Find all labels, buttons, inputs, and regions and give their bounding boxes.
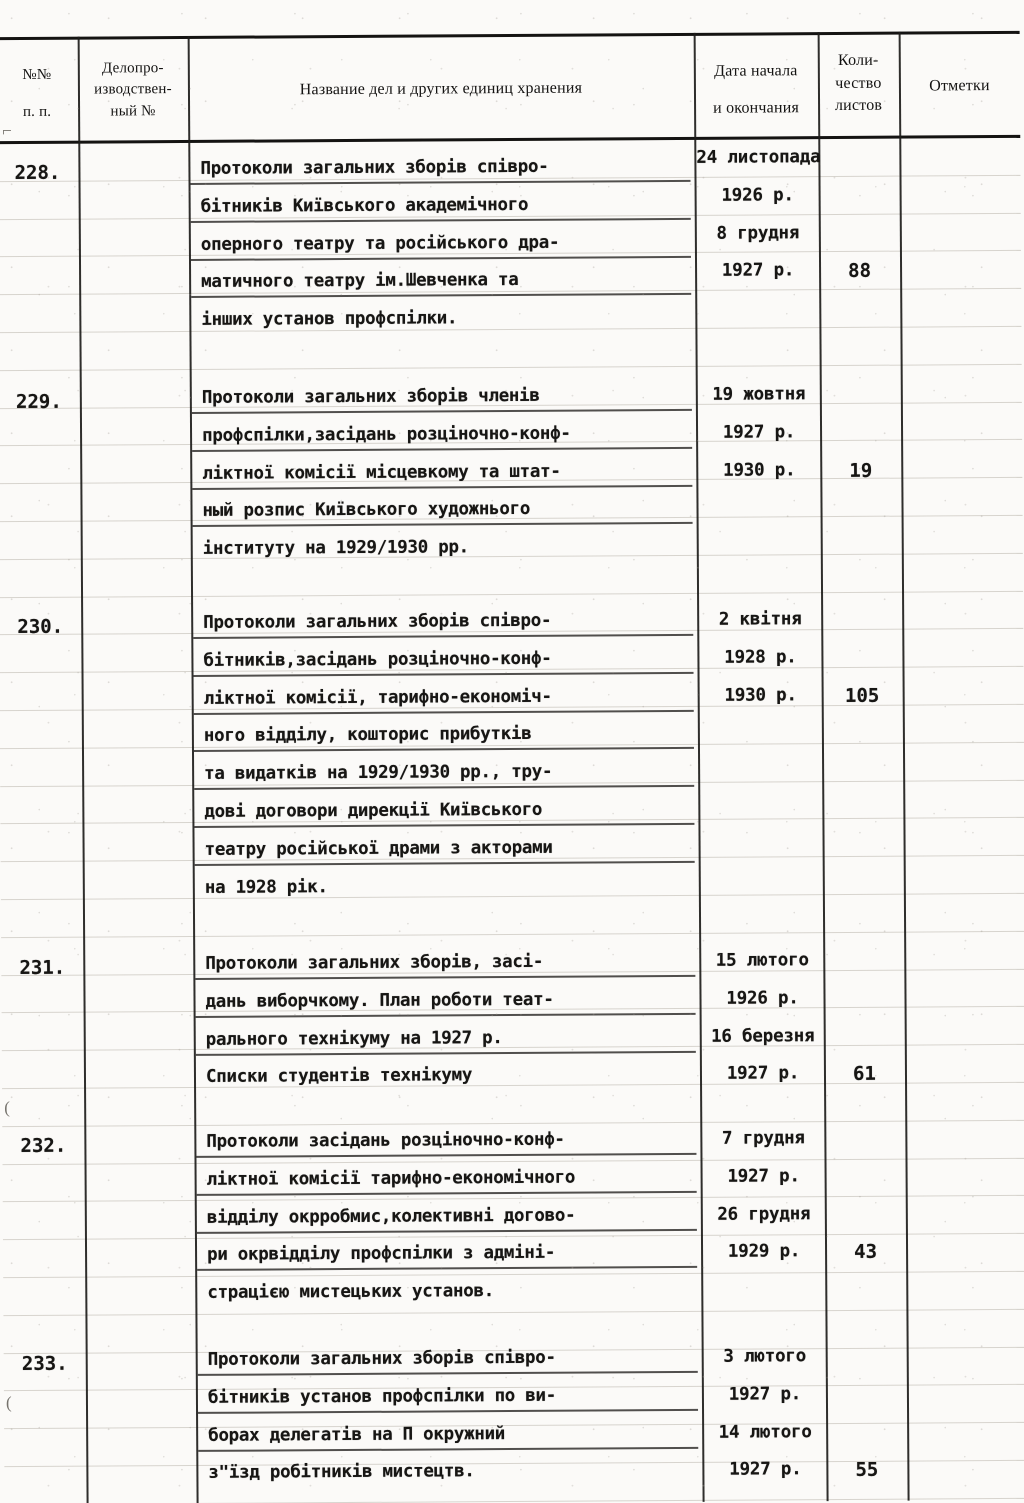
header-record-no — [78, 58, 188, 123]
typed-underline — [192, 447, 692, 452]
row-title-line: ліктної комісії, тарифно-економіч- — [203, 686, 552, 709]
ruled-line — [4, 1422, 1024, 1429]
header-sheets-line2: чество — [835, 74, 882, 92]
typed-underline — [197, 1191, 697, 1196]
typed-underline — [194, 709, 694, 714]
row-date-line: 24 листопада — [696, 147, 821, 168]
row-title-line: рального технікуму на 1927 р. — [205, 1027, 503, 1050]
typed-underline — [191, 255, 691, 260]
row-sheet-count: 55 — [855, 1459, 879, 1482]
header-sheets — [818, 50, 899, 119]
typed-underline — [194, 747, 694, 752]
row-sheet-count: 19 — [849, 459, 873, 482]
row-title-line: борах делегатів на П окружний — [208, 1423, 506, 1446]
row-date-line: 1930 р. — [723, 459, 796, 481]
row-title-line: Протоколи загальних зборів співро- — [203, 610, 552, 633]
row-title-line: бітників,засідань розціночно-конф- — [203, 648, 552, 671]
typed-underline — [192, 409, 692, 414]
typed-underline — [195, 861, 695, 866]
table-header-bottom-border — [0, 135, 1020, 144]
row-date-line: 19 жовтня — [712, 384, 806, 405]
ruled-line — [0, 553, 1023, 560]
col-divider-sheets — [899, 32, 910, 1501]
row-title-line: профспілки,засідань розціночно-конф- — [202, 423, 571, 446]
typed-underline — [194, 672, 694, 677]
typed-underline — [191, 293, 691, 298]
header-record-no-line1: Делопро- — [101, 60, 164, 77]
row-date-line: 1926 р. — [721, 185, 794, 206]
ruled-line — [5, 1498, 1024, 1503]
row-date-line: 1927 р. — [721, 260, 795, 282]
row-title-line: відділу окрробмис,колективні догово- — [206, 1205, 576, 1228]
row-title-line: інших установ профспілки. — [201, 308, 458, 331]
row-sequence-number: 231. — [19, 956, 66, 980]
row-title-line: Протоколи загальних зборів, засі- — [205, 951, 544, 974]
row-title-line: ри окрвідділу профспілки з адміні- — [207, 1243, 556, 1266]
ruled-line — [3, 1271, 1024, 1278]
ruled-line — [2, 1120, 1024, 1127]
header-dates — [694, 60, 818, 120]
typed-underline — [193, 522, 693, 527]
ruled-line — [0, 326, 1021, 333]
ruled-line — [0, 591, 1023, 598]
row-title-line: театру російської драми з акторами — [204, 837, 553, 860]
row-title-line: ліктної комісії місцевкому та штат- — [202, 461, 561, 484]
row-title-line: Протоколи загальних зборів співро- — [207, 1347, 556, 1370]
row-date-line: 7 грудня — [721, 1128, 805, 1149]
header-notes: Отметки — [929, 77, 990, 95]
row-title-line: з"їзд робітників мистецтв. — [208, 1461, 475, 1484]
typed-underline — [195, 975, 695, 980]
pen-mark-mid-left: ( — [4, 1098, 10, 1118]
row-date-line: 26 грудня — [717, 1203, 811, 1225]
row-sequence-number: 233. — [21, 1352, 68, 1376]
row-title-line: оперного театру та російського дра- — [200, 232, 560, 255]
ruled-line — [3, 1195, 1024, 1202]
row-date-line: 1929 р. — [727, 1241, 801, 1263]
typed-underline — [193, 634, 693, 639]
row-sequence-number: 229. — [15, 390, 62, 414]
table-top-border — [0, 31, 1020, 40]
header-seq-no-line2: п. п. — [22, 104, 52, 121]
row-date-line: 2 квітня — [718, 609, 802, 630]
row-date-line: 14 лютого — [718, 1421, 812, 1443]
typed-underline — [198, 1371, 698, 1376]
row-title-line: страцією мистецьких установ. — [207, 1281, 494, 1304]
header-record-no-line3: ный № — [110, 102, 156, 120]
row-date-line: 15 лютого — [715, 950, 809, 971]
header-dates-line2: и окончания — [713, 98, 800, 117]
typed-underline — [196, 1153, 696, 1158]
row-date-line: 3 лютого — [723, 1346, 807, 1367]
typed-underline — [196, 1050, 696, 1055]
row-date-line: 1928 р. — [724, 647, 797, 668]
row-sheet-count: 61 — [852, 1063, 876, 1086]
header-sheets-line3: листов — [834, 97, 883, 115]
ruled-line — [3, 1158, 1024, 1165]
pen-mark-top-left: ⌐ — [2, 121, 12, 141]
row-date-line: 1926 р. — [726, 988, 799, 1009]
row-title-line: ліктної комісії тарифно-економічного — [206, 1167, 576, 1190]
row-title-line: ного відділу, кошторис прибутків — [203, 724, 532, 747]
row-title-line: бітників Київського академічного — [200, 194, 529, 217]
row-date-line: 1927 р. — [726, 1063, 800, 1085]
typed-underline — [194, 785, 694, 790]
pen-mark-bottom-left: ( — [5, 1393, 12, 1413]
row-sequence-number: 232. — [20, 1134, 67, 1158]
row-date-line: 1927 р. — [729, 1459, 802, 1481]
row-title-line: інституту на 1929/1930 рр. — [202, 537, 469, 560]
row-sheet-count: 105 — [844, 684, 880, 707]
row-title-line: матичного театру ім.Шевченка та — [201, 270, 519, 293]
header-seq-no — [0, 65, 78, 124]
row-title-line: Протоколи загальних зборів членів — [201, 385, 540, 408]
row-title-line: ный розпис Київського художнього — [202, 499, 531, 522]
header-seq-no-line1: №№ — [22, 66, 52, 83]
ruled-lines-layer — [0, 0, 1019, 3]
row-date-line: 1927 р. — [728, 1384, 802, 1405]
header-record-no-line2: изводствен- — [94, 81, 172, 98]
row-title-line: та видатків на 1929/1930 рр., тру- — [204, 761, 553, 785]
row-date-line: 16 березня — [710, 1025, 815, 1047]
typed-underline — [191, 180, 691, 185]
ruled-line — [1, 931, 1024, 938]
row-title-line: дань виборчкому. План роботи теат- — [205, 989, 554, 1012]
row-date-line: 1930 р. — [724, 684, 797, 706]
typed-underline — [197, 1266, 697, 1271]
row-sheet-count: 88 — [848, 260, 872, 283]
typed-underline — [196, 1013, 696, 1018]
ruled-line — [2, 1044, 1024, 1051]
header-dates-line1: Дата начала — [714, 62, 798, 80]
header-sheets-line1: Коли- — [837, 51, 879, 69]
typed-underline — [197, 1228, 697, 1233]
col-divider-record-no — [188, 36, 199, 1503]
typed-underline — [198, 1446, 698, 1451]
row-sheet-count: 43 — [854, 1241, 878, 1264]
ruled-line — [1, 893, 1024, 900]
row-sequence-number: 230. — [17, 615, 64, 639]
col-divider-title — [694, 33, 705, 1502]
row-date-line: 8 грудня — [716, 222, 800, 244]
row-title-line: бітників установ профспілки по ви- — [207, 1385, 557, 1408]
typed-underline — [194, 823, 694, 828]
row-title-line: Протоколи засідань розціночно-конф- — [206, 1129, 565, 1152]
row-title-line: Списки студентів технікуму — [205, 1065, 473, 1088]
row-title-line: на 1928 рік. — [204, 876, 328, 898]
ruled-line — [3, 1233, 1024, 1240]
col-divider-dates — [818, 32, 829, 1501]
ruled-line — [3, 1309, 1024, 1316]
row-date-line: 1927 р. — [727, 1166, 800, 1187]
header-title: Название дел и других единиц хранения — [299, 79, 583, 99]
typed-underline — [198, 1409, 698, 1414]
row-title-line: дові договори дирекції Київського — [204, 799, 543, 822]
row-sequence-number: 228. — [14, 161, 61, 185]
row-title-line: Протоколи загальних зборів співро- — [200, 156, 549, 179]
typed-underline — [192, 484, 692, 489]
ruled-line — [0, 364, 1022, 371]
row-date-line: 1927 р. — [722, 422, 796, 443]
